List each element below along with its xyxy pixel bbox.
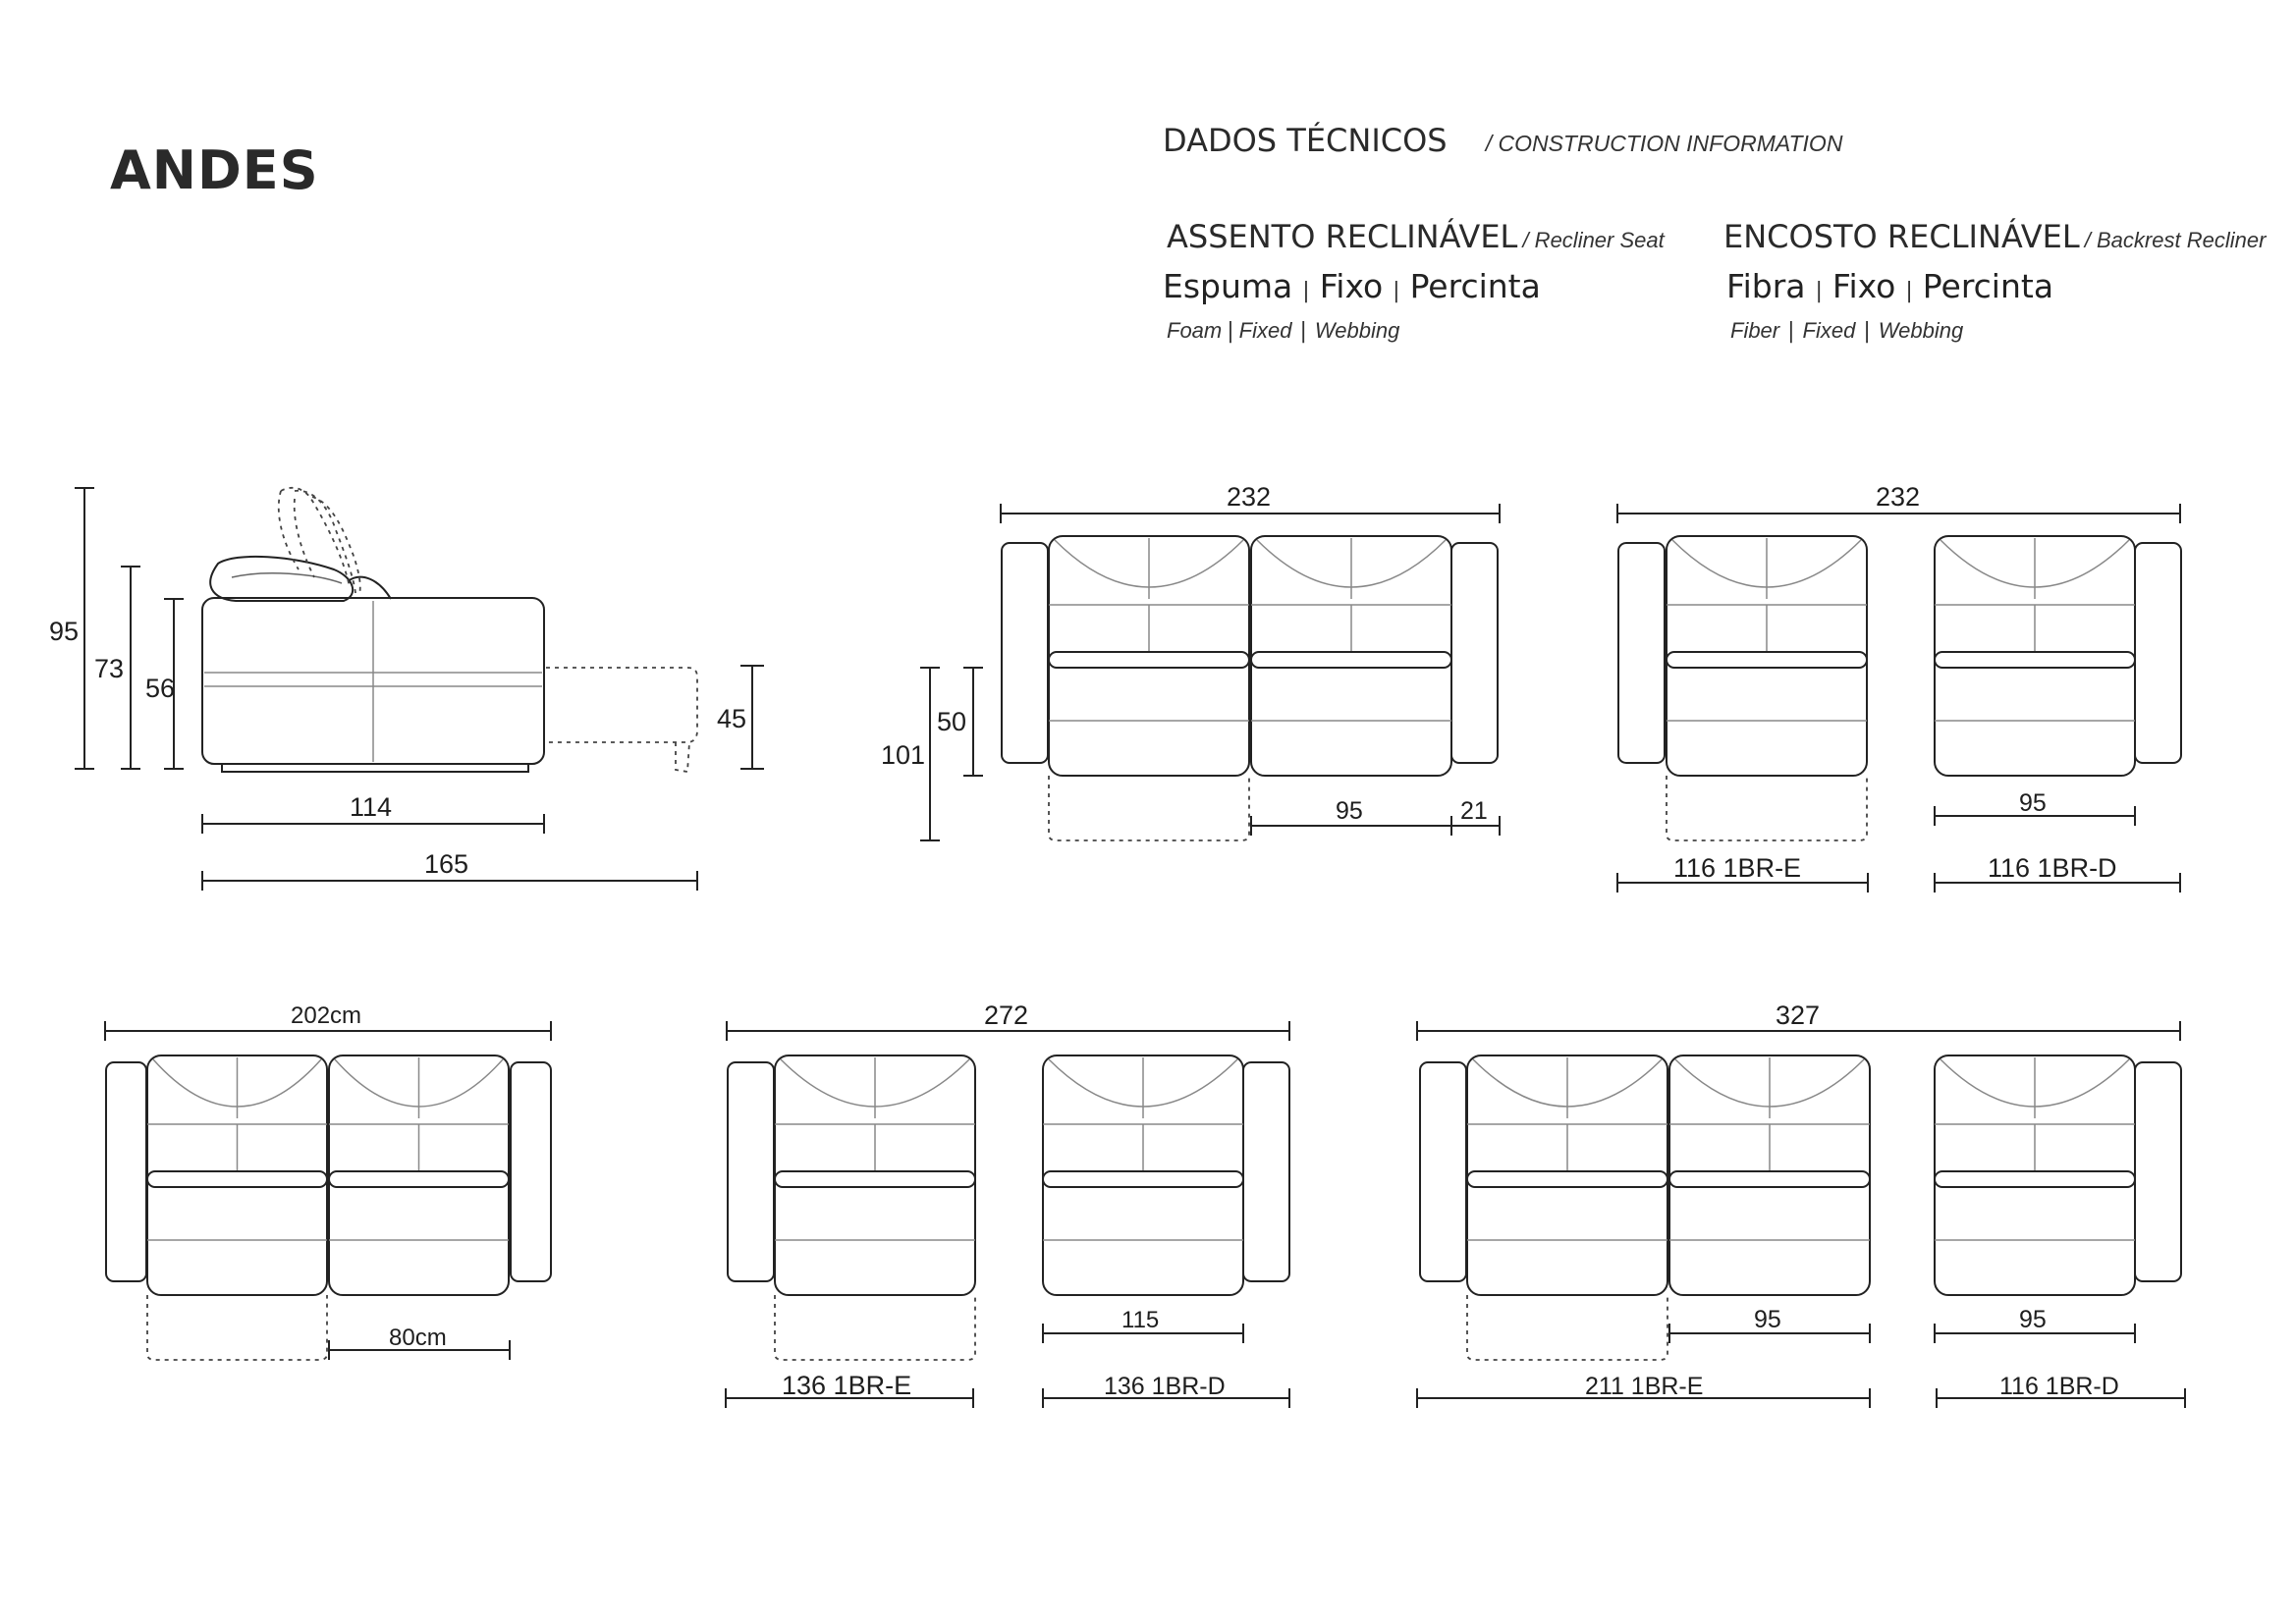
- label-95: 95: [49, 617, 80, 646]
- side-base: [222, 764, 528, 772]
- footrest-extended: [147, 1295, 327, 1360]
- separator: |: [1227, 319, 1234, 344]
- footrest-extended: [546, 668, 697, 772]
- armrest: [1451, 543, 1498, 763]
- label-95-a: 95: [1336, 797, 1363, 825]
- seat-module: [147, 1055, 327, 1295]
- footrest-extended: [1467, 1295, 1667, 1360]
- seat-option: Fixo: [1319, 267, 1384, 305]
- seat-front-roll: [1667, 652, 1867, 668]
- armrest: [728, 1062, 774, 1281]
- armrest: [1243, 1062, 1289, 1281]
- seat-module: [1935, 1055, 2135, 1295]
- label-50: 50: [937, 707, 967, 736]
- armrest: [2135, 1062, 2181, 1281]
- seat-module: [329, 1055, 509, 1295]
- label-21: 21: [1460, 797, 1488, 825]
- seat-option-en: Webbing: [1314, 318, 1400, 343]
- armrest: [106, 1062, 146, 1281]
- backrest-option: Fibra: [1726, 267, 1806, 305]
- label-56: 56: [145, 674, 176, 703]
- label-232-b: 232: [1876, 482, 1921, 512]
- seat-module: [1251, 536, 1451, 776]
- label-136-1br-d: 136 1BR-D: [1104, 1373, 1226, 1400]
- separator: |: [1863, 319, 1871, 344]
- separator: |: [1815, 279, 1823, 303]
- seat-front-roll: [1043, 1171, 1243, 1187]
- seat-option: Espuma: [1163, 267, 1293, 305]
- label-114: 114: [350, 792, 393, 822]
- backrest-option-en: Fixed: [1802, 318, 1856, 343]
- label-116-1br-e: 116 1BR-E: [1673, 853, 1802, 883]
- side-view: [75, 488, 764, 891]
- model-title: ANDES: [110, 139, 319, 201]
- seat-module: [1667, 536, 1867, 776]
- label-116-1br-d-b: 116 1BR-D: [1999, 1373, 2119, 1400]
- seat-module: [1935, 536, 2135, 776]
- technical-title: DADOS TÉCNICOS: [1163, 122, 1448, 159]
- seat-option: Percinta: [1409, 267, 1541, 305]
- headrest-cushion: [210, 557, 353, 601]
- label-73: 73: [94, 654, 125, 683]
- backrest-title-en: / Backrest Recliner: [2084, 228, 2267, 252]
- separator: |: [1299, 319, 1307, 344]
- seat-title: ASSENTO RECLINÁVEL: [1167, 218, 1518, 255]
- seat-title-en: / Recliner Seat: [1522, 228, 1665, 252]
- label-211-1br-e: 211 1BR-E: [1585, 1373, 1704, 1400]
- backrest-option: Percinta: [1922, 267, 2054, 305]
- seat-front-roll: [1467, 1171, 1667, 1187]
- seat-front-roll: [1935, 652, 2135, 668]
- seat-front-roll: [147, 1171, 327, 1187]
- seat-module: [775, 1055, 975, 1295]
- seat-module: [1049, 536, 1249, 776]
- label-165: 165: [424, 849, 469, 879]
- armrest: [2135, 543, 2181, 763]
- seat-front-roll: [1669, 1171, 1870, 1187]
- backrest-option: Fixo: [1831, 267, 1896, 305]
- label-45: 45: [717, 704, 747, 733]
- label-95-c: 95: [1754, 1306, 1781, 1333]
- separator: |: [1905, 279, 1913, 303]
- seat-front-roll: [329, 1171, 509, 1187]
- label-95-b: 95: [2019, 789, 2047, 817]
- footrest-extended: [1049, 776, 1249, 840]
- label-101: 101: [881, 740, 926, 770]
- seat-module: [1467, 1055, 1667, 1295]
- backrest-title: ENCOSTO RECLINÁVEL: [1723, 218, 2080, 255]
- armrest: [1002, 543, 1048, 763]
- seat-option-en: Foam: [1167, 318, 1223, 343]
- seat-module: [1043, 1055, 1243, 1295]
- separator: |: [1787, 319, 1795, 344]
- label-232-a: 232: [1227, 482, 1272, 512]
- label-80cm: 80cm: [389, 1325, 447, 1351]
- label-327: 327: [1776, 1001, 1821, 1030]
- label-272: 272: [984, 1001, 1029, 1030]
- armrest: [1420, 1062, 1466, 1281]
- footrest-extended: [1667, 776, 1867, 840]
- seat-front-roll: [1251, 652, 1451, 668]
- sofa-views: [105, 504, 2185, 1408]
- armrest: [1618, 543, 1665, 763]
- label-95-d: 95: [2019, 1306, 2047, 1333]
- seat-front-roll: [1049, 652, 1249, 668]
- side-view-labels: [49, 617, 746, 879]
- label-136-1br-e: 136 1BR-E: [782, 1371, 912, 1400]
- technical-title-en: / CONSTRUCTION INFORMATION: [1485, 131, 1843, 156]
- separator: |: [1393, 279, 1400, 303]
- label-202cm: 202cm: [291, 1002, 362, 1029]
- sofa-labels: [291, 482, 2119, 1400]
- seat-front-roll: [775, 1171, 975, 1187]
- label-116-1br-d: 116 1BR-D: [1988, 853, 2117, 883]
- separator: |: [1302, 279, 1310, 303]
- backrest-option-en: Webbing: [1878, 318, 1964, 343]
- seat-module: [1669, 1055, 1870, 1295]
- seat-option-en: Fixed: [1238, 318, 1292, 343]
- reclined-back: [348, 577, 391, 599]
- backrest-option-en: Fiber: [1730, 318, 1780, 343]
- seat-front-roll: [1935, 1171, 2135, 1187]
- armrest: [511, 1062, 551, 1281]
- footrest-extended: [775, 1295, 975, 1360]
- label-115: 115: [1121, 1307, 1160, 1333]
